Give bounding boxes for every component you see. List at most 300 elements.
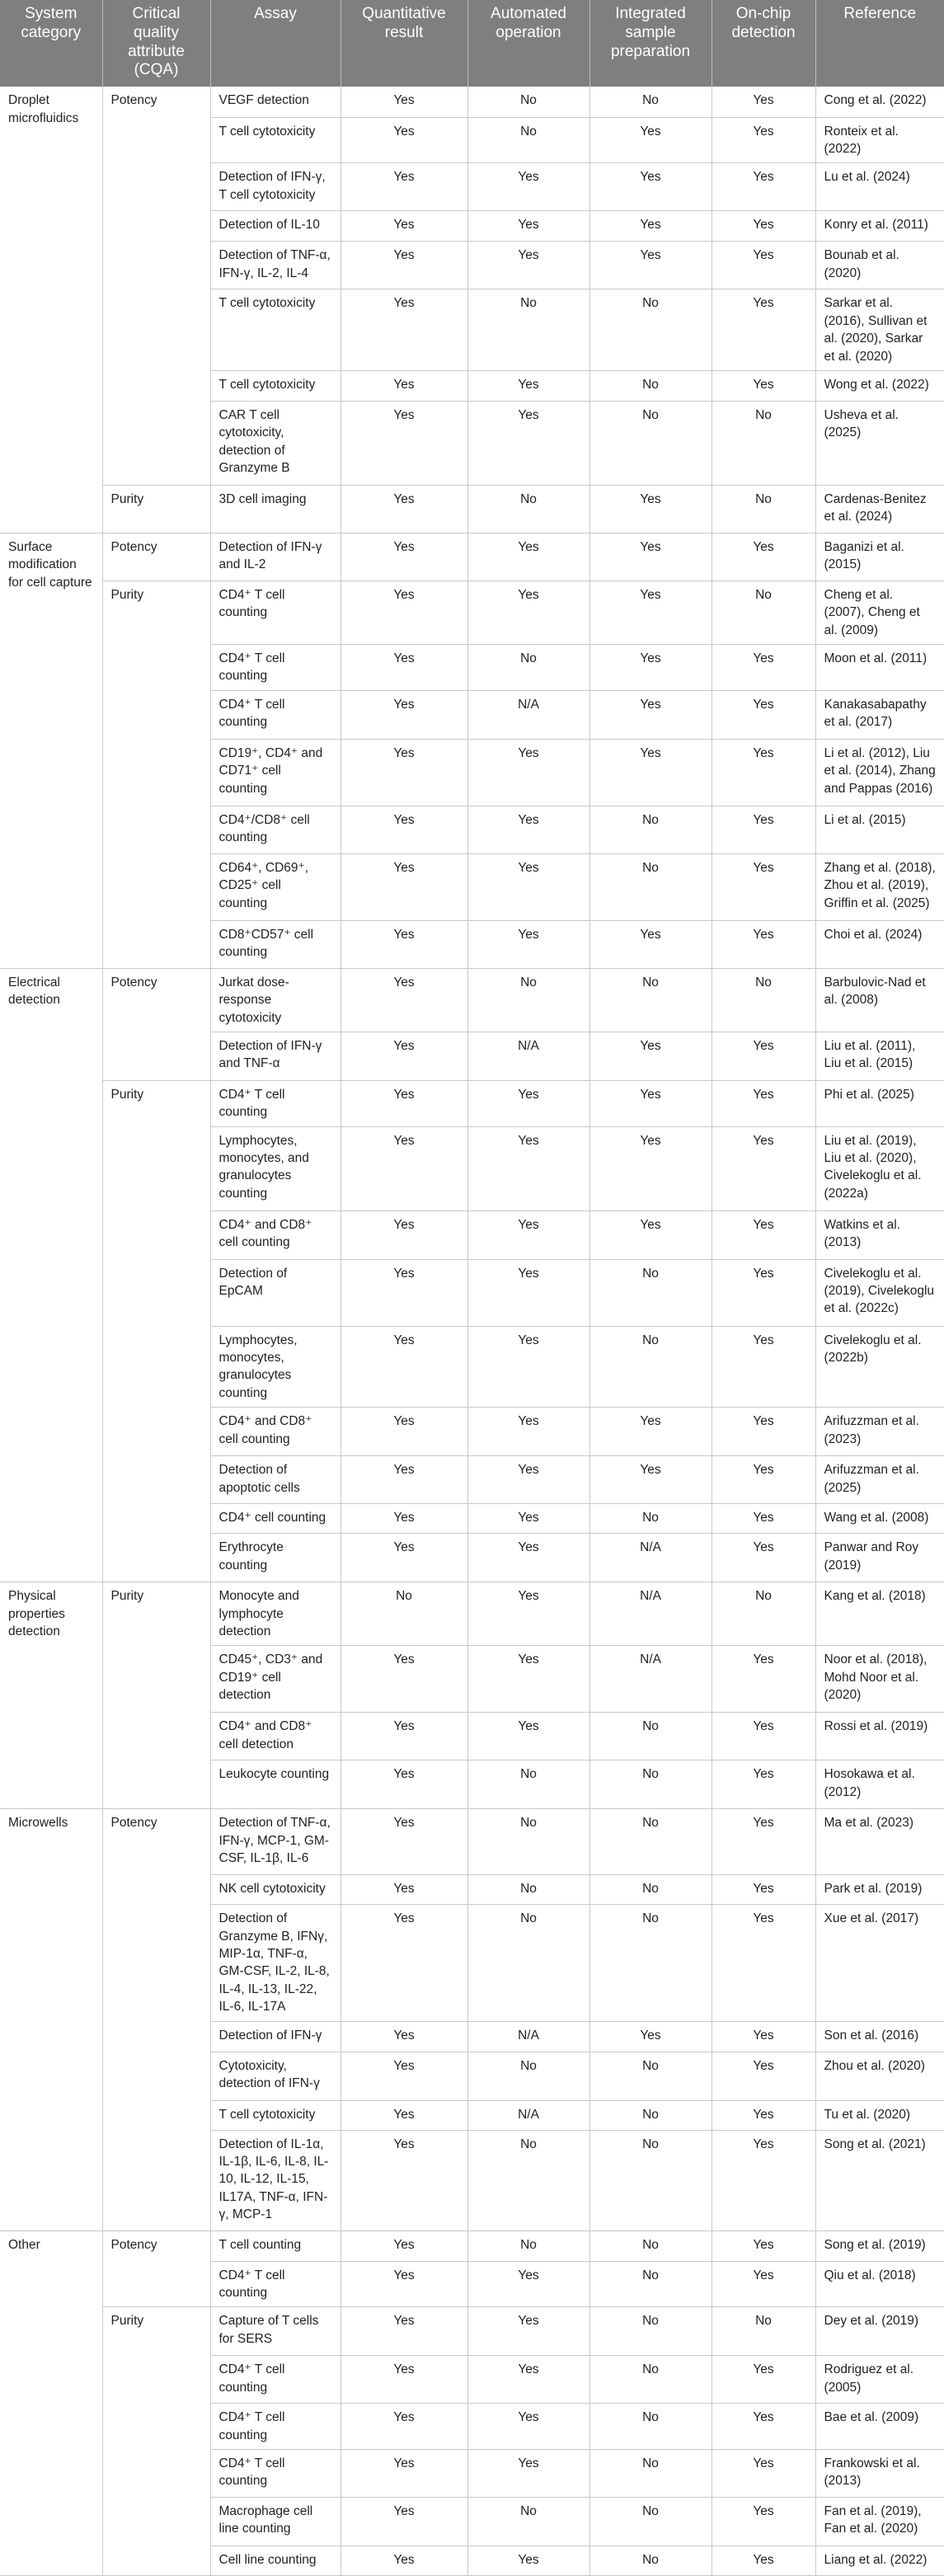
- integrated-sample-preparation-cell: No: [589, 1905, 712, 2021]
- reference-cell: Hosokawa et al. (2012): [815, 1760, 944, 1809]
- quantitative-result-cell: Yes: [340, 1646, 467, 1713]
- automated-operation-cell: No: [467, 2230, 589, 2261]
- integrated-sample-preparation-cell: Yes: [589, 533, 712, 581]
- on-chip-detection-cell: No: [712, 485, 815, 533]
- assay-cell: Detection of EpCAM: [210, 1259, 340, 1326]
- reference-cell: Sarkar et al. (2016), Sullivan et al. (2020), Sarkar et al. (2020): [815, 289, 944, 371]
- assay-cell: Capture of T cells for SERS: [210, 2307, 340, 2356]
- assay-cell: Detection of IFN-γ: [210, 2021, 340, 2052]
- on-chip-detection-cell: Yes: [712, 2546, 815, 2576]
- quantitative-result-cell: Yes: [340, 1326, 467, 1408]
- system-category-cell: Droplet microfluidics: [0, 87, 102, 533]
- on-chip-detection-cell: Yes: [712, 853, 815, 920]
- integrated-sample-preparation-cell: Yes: [589, 920, 712, 968]
- automated-operation-cell: No: [467, 2052, 589, 2100]
- automated-operation-cell: No: [467, 2498, 589, 2546]
- on-chip-detection-cell: Yes: [712, 1646, 815, 1713]
- quantitative-result-cell: Yes: [340, 2498, 467, 2546]
- automated-operation-cell: Yes: [467, 533, 589, 581]
- reference-cell: Xue et al. (2017): [815, 1905, 944, 2021]
- reference-cell: Cheng et al. (2007), Cheng et al. (2009): [815, 581, 944, 644]
- header-automated-operation: Automated operation: [467, 0, 589, 87]
- header-integrated-sample-preparation: Integrated sample preparation: [589, 0, 712, 87]
- cqa-cell: Potency: [102, 1809, 210, 2230]
- reference-cell: Wang et al. (2008): [815, 1504, 944, 1534]
- reference-cell: Kang et al. (2018): [815, 1582, 944, 1646]
- on-chip-detection-cell: Yes: [712, 1875, 815, 1905]
- quantitative-result-cell: Yes: [340, 2230, 467, 2261]
- integrated-sample-preparation-cell: Yes: [589, 2021, 712, 2052]
- automated-operation-cell: Yes: [467, 1408, 589, 1456]
- quantitative-result-cell: No: [340, 1582, 467, 1646]
- assay-cell: Cytotoxicity, detection of IFN-γ: [210, 2052, 340, 2100]
- on-chip-detection-cell: Yes: [712, 87, 815, 117]
- reference-cell: Son et al. (2016): [815, 2021, 944, 2052]
- on-chip-detection-cell: Yes: [712, 2100, 815, 2130]
- quantitative-result-cell: Yes: [340, 2450, 467, 2498]
- automated-operation-cell: No: [467, 2130, 589, 2230]
- quantitative-result-cell: Yes: [340, 533, 467, 581]
- integrated-sample-preparation-cell: Yes: [589, 739, 712, 806]
- table-row: [0, 485, 944, 533]
- assay-cell: Lymphocytes, monocytes, granulocytes counting: [210, 1326, 340, 1408]
- integrated-sample-preparation-cell: No: [589, 2130, 712, 2230]
- assay-cell: T cell cytotoxicity: [210, 2100, 340, 2130]
- on-chip-detection-cell: Yes: [712, 1126, 815, 1210]
- quantitative-result-cell: Yes: [340, 163, 467, 211]
- assay-cell: CD8⁺CD57⁺ cell counting: [210, 920, 340, 968]
- assay-cell: CD4⁺ T cell counting: [210, 2404, 340, 2450]
- assay-cell: CD45⁺, CD3⁺ and CD19⁺ cell detection: [210, 1646, 340, 1713]
- automated-operation-cell: No: [467, 485, 589, 533]
- on-chip-detection-cell: No: [712, 1582, 815, 1646]
- reference-cell: Zhang et al. (2018), Zhou et al. (2019), Griffin et al. (2025): [815, 853, 944, 920]
- automated-operation-cell: Yes: [467, 2307, 589, 2356]
- on-chip-detection-cell: Yes: [712, 1809, 815, 1875]
- on-chip-detection-cell: No: [712, 2307, 815, 2356]
- integrated-sample-preparation-cell: No: [589, 2261, 712, 2307]
- reference-cell: Civelekoglu et al. (2019), Civelekoglu et al. (2022c): [815, 1259, 944, 1326]
- quantitative-result-cell: Yes: [340, 401, 467, 485]
- assay-cell: T cell cytotoxicity: [210, 289, 340, 371]
- automated-operation-cell: Yes: [467, 1582, 589, 1646]
- automated-operation-cell: Yes: [467, 1126, 589, 1210]
- on-chip-detection-cell: No: [712, 968, 815, 1032]
- automated-operation-cell: Yes: [467, 739, 589, 806]
- on-chip-detection-cell: Yes: [712, 1905, 815, 2021]
- cqa-cell: Purity: [102, 1080, 210, 1582]
- automated-operation-cell: Yes: [467, 920, 589, 968]
- table-row: [0, 1080, 944, 1126]
- integrated-sample-preparation-cell: Yes: [589, 1408, 712, 1456]
- assay-cell: Cell line counting: [210, 2546, 340, 2576]
- quantitative-result-cell: Yes: [340, 2261, 467, 2307]
- reference-cell: Lu et al. (2024): [815, 163, 944, 211]
- cqa-cell: Purity: [102, 2307, 210, 2576]
- assay-cell: CD4⁺ T cell counting: [210, 2261, 340, 2307]
- reference-cell: Rossi et al. (2019): [815, 1713, 944, 1760]
- reference-cell: Cong et al. (2022): [815, 87, 944, 117]
- integrated-sample-preparation-cell: Yes: [589, 645, 712, 691]
- automated-operation-cell: Yes: [467, 401, 589, 485]
- integrated-sample-preparation-cell: No: [589, 1809, 712, 1875]
- quantitative-result-cell: Yes: [340, 1080, 467, 1126]
- assay-cell: Jurkat dose-response cytotoxicity: [210, 968, 340, 1032]
- on-chip-detection-cell: Yes: [712, 2230, 815, 2261]
- on-chip-detection-cell: Yes: [712, 1760, 815, 1809]
- quantitative-result-cell: Yes: [340, 485, 467, 533]
- assay-cell: Macrophage cell line counting: [210, 2498, 340, 2546]
- automated-operation-cell: Yes: [467, 1326, 589, 1408]
- quantitative-result-cell: Yes: [340, 920, 467, 968]
- quantitative-result-cell: Yes: [340, 645, 467, 691]
- reference-cell: Tu et al. (2020): [815, 2100, 944, 2130]
- assay-cell: NK cell cytotoxicity: [210, 1875, 340, 1905]
- reference-cell: Kanakasabapathy et al. (2017): [815, 690, 944, 739]
- table-row: [0, 1809, 944, 1875]
- on-chip-detection-cell: Yes: [712, 289, 815, 371]
- reference-cell: Ronteix et al. (2022): [815, 117, 944, 163]
- on-chip-detection-cell: Yes: [712, 1456, 815, 1504]
- assay-cell: Detection of apoptotic cells: [210, 1456, 340, 1504]
- quantitative-result-cell: Yes: [340, 2130, 467, 2230]
- integrated-sample-preparation-cell: No: [589, 87, 712, 117]
- integrated-sample-preparation-cell: No: [589, 806, 712, 853]
- system-category-cell: Other: [0, 2230, 102, 2576]
- assay-cell: CD4⁺ and CD8⁺ cell detection: [210, 1713, 340, 1760]
- integrated-sample-preparation-cell: Yes: [589, 1080, 712, 1126]
- reference-cell: Watkins et al. (2013): [815, 1210, 944, 1259]
- on-chip-detection-cell: Yes: [712, 1210, 815, 1259]
- quantitative-result-cell: Yes: [340, 370, 467, 401]
- reference-cell: Li et al. (2012), Liu et al. (2014), Zhang and Pappas (2016): [815, 739, 944, 806]
- assay-cell: Monocyte and lymphocyte detection: [210, 1582, 340, 1646]
- assay-cell: 3D cell imaging: [210, 485, 340, 533]
- automated-operation-cell: No: [467, 1905, 589, 2021]
- reference-cell: Zhou et al. (2020): [815, 2052, 944, 2100]
- quantitative-result-cell: Yes: [340, 2021, 467, 2052]
- assay-cell: Lymphocytes, monocytes, and granulocytes counting: [210, 1126, 340, 1210]
- quantitative-result-cell: Yes: [340, 968, 467, 1032]
- assay-cell: CD19⁺, CD4⁺ and CD71⁺ cell counting: [210, 739, 340, 806]
- quantitative-result-cell: Yes: [340, 1905, 467, 2021]
- automated-operation-cell: N/A: [467, 2021, 589, 2052]
- on-chip-detection-cell: Yes: [712, 1080, 815, 1126]
- reference-cell: Choi et al. (2024): [815, 920, 944, 968]
- on-chip-detection-cell: Yes: [712, 1713, 815, 1760]
- quantitative-result-cell: Yes: [340, 289, 467, 371]
- integrated-sample-preparation-cell: N/A: [589, 1534, 712, 1582]
- on-chip-detection-cell: Yes: [712, 1408, 815, 1456]
- on-chip-detection-cell: Yes: [712, 2404, 815, 2450]
- table-row: [0, 2230, 944, 2261]
- reference-cell: Ma et al. (2023): [815, 1809, 944, 1875]
- reference-cell: Liu et al. (2011), Liu et al. (2015): [815, 1032, 944, 1080]
- assay-cell: Leukocyte counting: [210, 1760, 340, 1809]
- assay-cell: Detection of TNF-α, IFN-γ, IL-2, IL-4: [210, 242, 340, 289]
- on-chip-detection-cell: Yes: [712, 117, 815, 163]
- integrated-sample-preparation-cell: No: [589, 2546, 712, 2576]
- on-chip-detection-cell: No: [712, 401, 815, 485]
- integrated-sample-preparation-cell: No: [589, 2450, 712, 2498]
- automated-operation-cell: No: [467, 289, 589, 371]
- reference-cell: Konry et al. (2011): [815, 211, 944, 242]
- on-chip-detection-cell: Yes: [712, 1504, 815, 1534]
- integrated-sample-preparation-cell: Yes: [589, 242, 712, 289]
- assay-cell: VEGF detection: [210, 87, 340, 117]
- assay-cell: T cell cytotoxicity: [210, 370, 340, 401]
- table-row: [0, 581, 944, 644]
- quantitative-result-cell: Yes: [340, 1760, 467, 1809]
- automated-operation-cell: Yes: [467, 1259, 589, 1326]
- quantitative-result-cell: Yes: [340, 806, 467, 853]
- on-chip-detection-cell: Yes: [712, 645, 815, 691]
- integrated-sample-preparation-cell: Yes: [589, 1210, 712, 1259]
- on-chip-detection-cell: Yes: [712, 1032, 815, 1080]
- on-chip-detection-cell: Yes: [712, 211, 815, 242]
- reference-cell: Barbulovic-Nad et al. (2008): [815, 968, 944, 1032]
- reference-cell: Qiu et al. (2018): [815, 2261, 944, 2307]
- on-chip-detection-cell: Yes: [712, 2130, 815, 2230]
- quantitative-result-cell: Yes: [340, 2100, 467, 2130]
- automated-operation-cell: Yes: [467, 1534, 589, 1582]
- on-chip-detection-cell: Yes: [712, 2498, 815, 2546]
- integrated-sample-preparation-cell: No: [589, 968, 712, 1032]
- table-row: [0, 2307, 944, 2356]
- integrated-sample-preparation-cell: Yes: [589, 117, 712, 163]
- integrated-sample-preparation-cell: No: [589, 853, 712, 920]
- assay-cell: CD64⁺, CD69⁺, CD25⁺ cell counting: [210, 853, 340, 920]
- header-cqa: Critical quality attribute (CQA): [102, 0, 210, 87]
- integrated-sample-preparation-cell: No: [589, 401, 712, 485]
- system-category-cell: Physical properties detection: [0, 1582, 102, 1809]
- automated-operation-cell: N/A: [467, 2100, 589, 2130]
- integrated-sample-preparation-cell: No: [589, 1259, 712, 1326]
- integrated-sample-preparation-cell: No: [589, 2498, 712, 2546]
- quantitative-result-cell: Yes: [340, 242, 467, 289]
- reference-cell: Song et al. (2021): [815, 2130, 944, 2230]
- table-row: [0, 968, 944, 1032]
- reference-cell: Li et al. (2015): [815, 806, 944, 853]
- automated-operation-cell: Yes: [467, 1504, 589, 1534]
- integrated-sample-preparation-cell: Yes: [589, 211, 712, 242]
- cqa-cell: Potency: [102, 533, 210, 581]
- automated-operation-cell: Yes: [467, 2546, 589, 2576]
- reference-cell: Arifuzzman et al. (2023): [815, 1408, 944, 1456]
- automated-operation-cell: No: [467, 1760, 589, 1809]
- integrated-sample-preparation-cell: No: [589, 1875, 712, 1905]
- automated-operation-cell: N/A: [467, 1032, 589, 1080]
- header-reference: Reference: [815, 0, 944, 87]
- quantitative-result-cell: Yes: [340, 2404, 467, 2450]
- quantitative-result-cell: Yes: [340, 117, 467, 163]
- integrated-sample-preparation-cell: N/A: [589, 1646, 712, 1713]
- automated-operation-cell: Yes: [467, 2450, 589, 2498]
- on-chip-detection-cell: Yes: [712, 2261, 815, 2307]
- reference-cell: Bounab et al. (2020): [815, 242, 944, 289]
- assay-cell: Detection of IL-1α, IL-1β, IL-6, IL-8, IL-10, IL-12, IL-15, IL17A, TNF-α, IFN-γ, MCP-1: [210, 2130, 340, 2230]
- quantitative-result-cell: Yes: [340, 211, 467, 242]
- quantitative-result-cell: Yes: [340, 1809, 467, 1875]
- automated-operation-cell: No: [467, 1875, 589, 1905]
- on-chip-detection-cell: Yes: [712, 2052, 815, 2100]
- reference-cell: Song et al. (2019): [815, 2230, 944, 2261]
- reference-cell: Park et al. (2019): [815, 1875, 944, 1905]
- reference-cell: Cardenas-Benitez et al. (2024): [815, 485, 944, 533]
- header-row: [0, 0, 944, 87]
- header-on-chip-detection: On-chip detection: [712, 0, 815, 87]
- assay-cell: Detection of IL-10: [210, 211, 340, 242]
- reference-cell: Civelekoglu et al. (2022b): [815, 1326, 944, 1408]
- on-chip-detection-cell: Yes: [712, 370, 815, 401]
- assay-cell: Detection of IFN-γ and IL-2: [210, 533, 340, 581]
- assay-cell: CD4⁺ T cell counting: [210, 645, 340, 691]
- automated-operation-cell: Yes: [467, 806, 589, 853]
- assay-cell: Erythrocyte counting: [210, 1534, 340, 1582]
- on-chip-detection-cell: Yes: [712, 1259, 815, 1326]
- quantitative-result-cell: Yes: [340, 1875, 467, 1905]
- assay-cell: CD4⁺ and CD8⁺ cell counting: [210, 1210, 340, 1259]
- reference-cell: Baganizi et al. (2015): [815, 533, 944, 581]
- integrated-sample-preparation-cell: Yes: [589, 690, 712, 739]
- assay-cell: Detection of TNF-α, IFN-γ, MCP-1, GM-CSF, IL-1β, IL-6: [210, 1809, 340, 1875]
- quantitative-result-cell: Yes: [340, 581, 467, 644]
- system-category-cell: Microwells: [0, 1809, 102, 2230]
- reference-cell: Moon et al. (2011): [815, 645, 944, 691]
- assay-cell: Detection of IFN-γ, T cell cytotoxicity: [210, 163, 340, 211]
- assay-cell: T cell counting: [210, 2230, 340, 2261]
- reference-cell: Dey et al. (2019): [815, 2307, 944, 2356]
- on-chip-detection-cell: Yes: [712, 1534, 815, 1582]
- integrated-sample-preparation-cell: Yes: [589, 581, 712, 644]
- automated-operation-cell: Yes: [467, 370, 589, 401]
- quantitative-result-cell: Yes: [340, 2356, 467, 2404]
- reference-cell: Noor et al. (2018), Mohd Noor et al. (2020): [815, 1646, 944, 1713]
- automated-operation-cell: No: [467, 117, 589, 163]
- automated-operation-cell: N/A: [467, 690, 589, 739]
- automated-operation-cell: Yes: [467, 2261, 589, 2307]
- quantitative-result-cell: Yes: [340, 87, 467, 117]
- reference-cell: Frankowski et al. (2013): [815, 2450, 944, 2498]
- integrated-sample-preparation-cell: No: [589, 2307, 712, 2356]
- assay-cell: CD4⁺ T cell counting: [210, 1080, 340, 1126]
- automated-operation-cell: No: [467, 1809, 589, 1875]
- automated-operation-cell: Yes: [467, 853, 589, 920]
- on-chip-detection-cell: Yes: [712, 163, 815, 211]
- on-chip-detection-cell: Yes: [712, 806, 815, 853]
- automated-operation-cell: Yes: [467, 163, 589, 211]
- reference-cell: Liang et al. (2022): [815, 2546, 944, 2576]
- quantitative-result-cell: Yes: [340, 1032, 467, 1080]
- integrated-sample-preparation-cell: No: [589, 1504, 712, 1534]
- on-chip-detection-cell: Yes: [712, 739, 815, 806]
- integrated-sample-preparation-cell: No: [589, 2404, 712, 2450]
- integrated-sample-preparation-cell: Yes: [589, 1456, 712, 1504]
- on-chip-detection-cell: Yes: [712, 920, 815, 968]
- assay-cell: CD4⁺ and CD8⁺ cell counting: [210, 1408, 340, 1456]
- cqa-cell: Potency: [102, 968, 210, 1080]
- table-row: [0, 87, 944, 117]
- integrated-sample-preparation-cell: Yes: [589, 163, 712, 211]
- integrated-sample-preparation-cell: No: [589, 2052, 712, 2100]
- on-chip-detection-cell: Yes: [712, 690, 815, 739]
- quantitative-result-cell: Yes: [340, 1259, 467, 1326]
- reference-cell: Usheva et al. (2025): [815, 401, 944, 485]
- quantitative-result-cell: Yes: [340, 1408, 467, 1456]
- integrated-sample-preparation-cell: No: [589, 2356, 712, 2404]
- quantitative-result-cell: Yes: [340, 739, 467, 806]
- reference-cell: Bae et al. (2009): [815, 2404, 944, 2450]
- table-row: [0, 533, 944, 581]
- header-system-category: System category: [0, 0, 102, 87]
- cqa-cell: Purity: [102, 581, 210, 968]
- quantitative-result-cell: Yes: [340, 1210, 467, 1259]
- reference-cell: Liu et al. (2019), Liu et al. (2020), Civelekoglu et al. (2022a): [815, 1126, 944, 1210]
- on-chip-detection-cell: No: [712, 581, 815, 644]
- reference-cell: Phi et al. (2025): [815, 1080, 944, 1126]
- quantitative-result-cell: Yes: [340, 2052, 467, 2100]
- quantitative-result-cell: Yes: [340, 853, 467, 920]
- integrated-sample-preparation-cell: No: [589, 370, 712, 401]
- table-body: [0, 87, 944, 2575]
- reference-cell: Arifuzzman et al. (2025): [815, 1456, 944, 1504]
- cqa-cell: Potency: [102, 2230, 210, 2307]
- automated-operation-cell: Yes: [467, 2356, 589, 2404]
- assay-cell: CAR T cell cytotoxicity, detection of Granzyme B: [210, 401, 340, 485]
- cqa-cell: Purity: [102, 485, 210, 533]
- on-chip-detection-cell: Yes: [712, 242, 815, 289]
- integrated-sample-preparation-cell: Yes: [589, 1126, 712, 1210]
- integrated-sample-preparation-cell: No: [589, 2230, 712, 2261]
- automated-operation-cell: Yes: [467, 211, 589, 242]
- assay-cell: CD4⁺ T cell counting: [210, 690, 340, 739]
- automated-operation-cell: Yes: [467, 1646, 589, 1713]
- integrated-sample-preparation-cell: Yes: [589, 485, 712, 533]
- header-assay: Assay: [210, 0, 340, 87]
- automated-operation-cell: Yes: [467, 1080, 589, 1126]
- automated-operation-cell: No: [467, 87, 589, 117]
- on-chip-detection-cell: Yes: [712, 1326, 815, 1408]
- assay-cell: CD4⁺ T cell counting: [210, 581, 340, 644]
- quantitative-result-cell: Yes: [340, 2307, 467, 2356]
- automated-operation-cell: No: [467, 968, 589, 1032]
- on-chip-detection-cell: Yes: [712, 2021, 815, 2052]
- reference-cell: Fan et al. (2019), Fan et al. (2020): [815, 2498, 944, 2546]
- integrated-sample-preparation-cell: No: [589, 289, 712, 371]
- cqa-cell: Purity: [102, 1582, 210, 1809]
- quantitative-result-cell: Yes: [340, 1713, 467, 1760]
- assay-cell: CD4⁺ T cell counting: [210, 2450, 340, 2498]
- quantitative-result-cell: Yes: [340, 1126, 467, 1210]
- cqa-cell: Potency: [102, 87, 210, 485]
- quantitative-result-cell: Yes: [340, 1534, 467, 1582]
- automated-operation-cell: Yes: [467, 242, 589, 289]
- reference-cell: Panwar and Roy (2019): [815, 1534, 944, 1582]
- integrated-sample-preparation-cell: Yes: [589, 1032, 712, 1080]
- on-chip-detection-cell: Yes: [712, 2450, 815, 2498]
- table-row: [0, 1582, 944, 1646]
- automated-operation-cell: No: [467, 645, 589, 691]
- system-category-cell: Electrical detection: [0, 968, 102, 1582]
- header-quantitative-result: Quantitative result: [340, 0, 467, 87]
- assay-cell: T cell cytotoxicity: [210, 117, 340, 163]
- quantitative-result-cell: Yes: [340, 2546, 467, 2576]
- assay-cell: CD4⁺ T cell counting: [210, 2356, 340, 2404]
- automated-operation-cell: Yes: [467, 2404, 589, 2450]
- quantitative-result-cell: Yes: [340, 1456, 467, 1504]
- reference-cell: Rodriguez et al. (2005): [815, 2356, 944, 2404]
- quantitative-result-cell: Yes: [340, 690, 467, 739]
